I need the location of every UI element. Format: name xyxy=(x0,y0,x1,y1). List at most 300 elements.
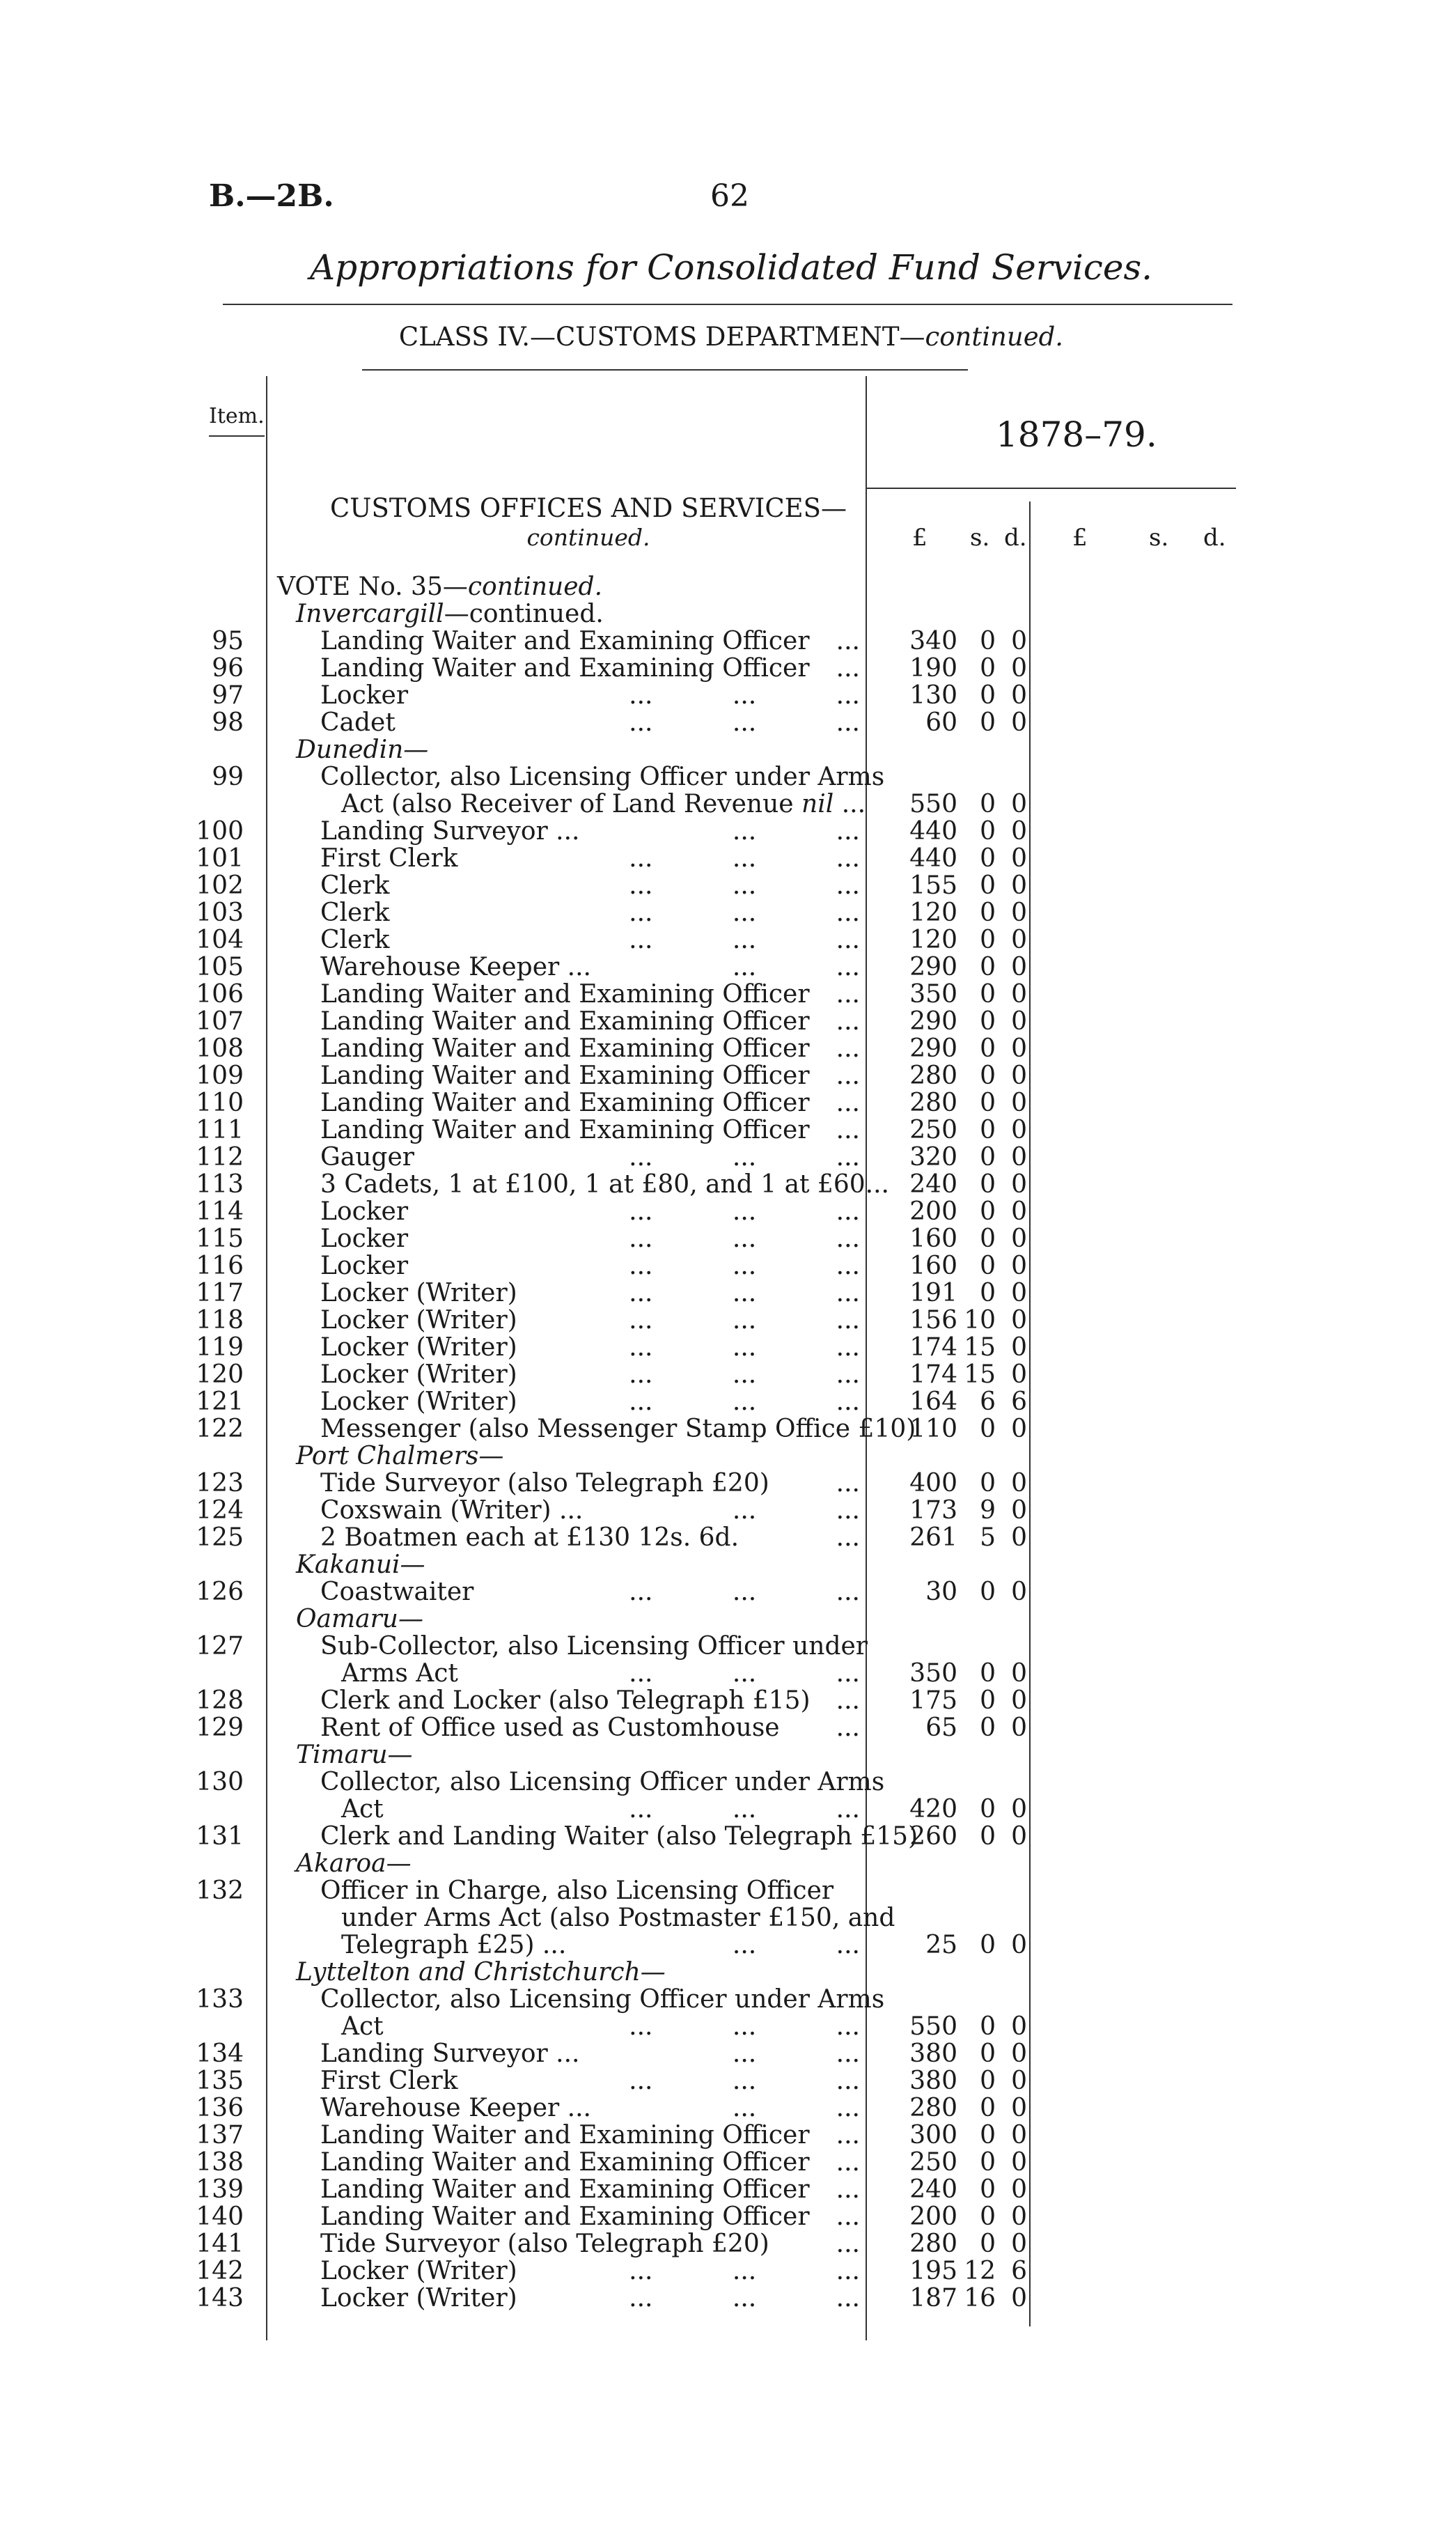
amount-shillings: 0 xyxy=(980,790,996,818)
item-number: 107 xyxy=(196,1007,244,1036)
leader-dots: ... ... ... xyxy=(629,1143,860,1172)
amount-pence: 0 xyxy=(1011,708,1027,737)
item-number: 137 xyxy=(196,2121,244,2150)
item-number: 98 xyxy=(212,708,244,737)
amount-shillings: 0 xyxy=(980,708,996,737)
item-number: 138 xyxy=(196,2148,244,2177)
col-pence-header: d. xyxy=(1004,524,1027,552)
amount-shillings: 0 xyxy=(980,1279,996,1307)
document-reference: B.—2B. xyxy=(209,178,334,214)
leader-dots: ... xyxy=(836,1523,860,1552)
col-shillings-header: s. xyxy=(970,524,990,552)
item-description: First Clerk xyxy=(320,844,458,873)
amount-shillings: 0 xyxy=(980,1469,996,1498)
table-row xyxy=(0,981,1456,1008)
amount-shillings: 0 xyxy=(980,2039,996,2068)
table-row xyxy=(0,1931,1456,1959)
amount-pence: 0 xyxy=(1011,953,1027,981)
item-description: Act xyxy=(341,1795,384,1824)
amount-pence: 0 xyxy=(1011,1496,1027,1525)
item-number: 120 xyxy=(196,1360,244,1389)
table-row xyxy=(0,2122,1456,2149)
item-description: Locker (Writer) xyxy=(320,1279,517,1307)
place-heading: Kakanui— xyxy=(296,1550,425,1579)
item-number: 142 xyxy=(196,2257,244,2285)
amount-pounds: 240 xyxy=(909,2175,957,2204)
amount-shillings: 0 xyxy=(980,2012,996,2041)
page-title: Appropriations for Consolidated Fund Services. xyxy=(309,247,1152,288)
place-heading: Timaru— xyxy=(296,1741,413,1769)
item-description: Landing Waiter and Examining Officer xyxy=(320,980,810,1009)
table-row xyxy=(0,1415,1456,1443)
item-number: 110 xyxy=(196,1089,244,1117)
amount-shillings: 0 xyxy=(980,817,996,846)
amount-pence: 0 xyxy=(1011,1170,1027,1199)
amount-shillings: 0 xyxy=(980,1578,996,1606)
amount-pence: 0 xyxy=(1011,1197,1027,1226)
leader-dots: ... ... ... xyxy=(629,2012,860,2041)
amount-pounds: 174 xyxy=(909,1333,957,1362)
item-description: Locker (Writer) xyxy=(320,1388,517,1416)
amount-shillings: 0 xyxy=(980,844,996,873)
table-row xyxy=(0,1198,1456,1225)
amount-pence: 0 xyxy=(1011,1143,1027,1172)
amount-pounds: 174 xyxy=(909,1360,957,1389)
leader-dots: ... xyxy=(836,1713,860,1742)
item-number: 97 xyxy=(212,681,244,710)
amount-pence: 0 xyxy=(1011,1713,1027,1742)
amount-pence: 0 xyxy=(1011,654,1027,683)
amount-shillings: 12 xyxy=(964,2257,996,2285)
table-row xyxy=(0,2285,1456,2312)
amount-pence: 0 xyxy=(1011,1686,1027,1715)
table-row xyxy=(0,1361,1456,1388)
leader-dots: ... ... ... xyxy=(629,1333,860,1362)
amount-shillings: 0 xyxy=(980,1034,996,1063)
item-description: First Clerk xyxy=(320,2067,458,2095)
amount-shillings: 0 xyxy=(980,681,996,710)
table-row xyxy=(0,1443,1456,1470)
item-number: 133 xyxy=(196,1985,244,2014)
item-description: Landing Waiter and Examining Officer xyxy=(320,2202,810,2231)
amount-shillings: 0 xyxy=(980,1822,996,1851)
section-title: CUSTOMS OFFICES AND SERVICES— xyxy=(330,493,847,523)
amount-shillings: 0 xyxy=(980,1713,996,1742)
item-description: Locker (Writer) xyxy=(320,2284,517,2313)
amount-pounds: 440 xyxy=(909,844,957,873)
item-description: 3 Cadets, 1 at £100, 1 at £80, and 1 at £60... xyxy=(320,1170,889,1199)
amount-pence: 0 xyxy=(1011,844,1027,873)
item-number: 112 xyxy=(196,1143,244,1172)
item-description: Clerk xyxy=(320,871,390,900)
amount-pounds: 280 xyxy=(909,1062,957,1090)
amount-pence: 0 xyxy=(1011,1333,1027,1362)
amount-pence: 0 xyxy=(1011,1578,1027,1606)
amount-pounds: 200 xyxy=(909,2202,957,2231)
table-row xyxy=(0,818,1456,845)
amount-pounds: 290 xyxy=(909,953,957,981)
item-number: 139 xyxy=(196,2175,244,2204)
amount-pence: 6 xyxy=(1011,2257,1027,2285)
item-description: Collector, also Licensing Officer under Arms xyxy=(320,1768,885,1796)
table-row xyxy=(0,1796,1456,1823)
amount-pounds: 250 xyxy=(909,2148,957,2177)
item-description: Locker xyxy=(320,1252,409,1280)
table-row xyxy=(0,1117,1456,1144)
amount-pounds: 240 xyxy=(909,1170,957,1199)
item-description: Landing Waiter and Examining Officer xyxy=(320,1116,810,1144)
table-row xyxy=(0,2203,1456,2230)
page-number: 62 xyxy=(710,178,749,214)
leader-dots: ... ... ... xyxy=(629,1252,860,1280)
leader-dots: ... xyxy=(836,2202,860,2231)
amount-pence: 0 xyxy=(1011,2067,1027,2095)
amount-pounds: 550 xyxy=(909,790,957,818)
item-number: 123 xyxy=(196,1469,244,1498)
item-number: 140 xyxy=(196,2202,244,2231)
item-number: 130 xyxy=(196,1768,244,1796)
amount-pounds: 290 xyxy=(909,1007,957,1036)
place-heading: Lyttelton and Christchurch— xyxy=(296,1958,666,1987)
leader-dots: ... xyxy=(836,1116,860,1144)
item-number: 108 xyxy=(196,1034,244,1063)
item-description: Collector, also Licensing Officer under Arms xyxy=(320,1985,885,2014)
amount-shillings: 0 xyxy=(980,1415,996,1443)
item-description: Tide Surveyor (also Telegraph £20) xyxy=(320,2230,769,2258)
amount-pence: 0 xyxy=(1011,926,1027,954)
table-row xyxy=(0,1578,1456,1606)
item-number: 116 xyxy=(196,1252,244,1280)
amount-pounds: 155 xyxy=(909,871,957,900)
table-row xyxy=(0,573,1456,600)
title-rule xyxy=(223,304,1232,305)
amount-pounds: 280 xyxy=(909,2094,957,2122)
item-number: 103 xyxy=(196,899,244,927)
amount-pounds: 195 xyxy=(909,2257,957,2285)
amount-pounds: 380 xyxy=(909,2039,957,2068)
item-description: Warehouse Keeper ... xyxy=(320,953,591,981)
leader-dots: ... xyxy=(836,1034,860,1063)
item-number: 105 xyxy=(196,953,244,981)
amount-shillings: 0 xyxy=(980,871,996,900)
item-description: Clerk and Landing Waiter (also Telegraph £15) xyxy=(320,1822,918,1851)
amount-shillings: 0 xyxy=(980,1089,996,1117)
item-description: Sub-Collector, also Licensing Officer under xyxy=(320,1632,868,1661)
amount-shillings: 0 xyxy=(980,2094,996,2122)
amount-shillings: 0 xyxy=(980,899,996,927)
item-description: Messenger (also Messenger Stamp Office £10) xyxy=(320,1415,916,1443)
table-row xyxy=(0,1660,1456,1687)
item-number: 101 xyxy=(196,844,244,873)
table-row xyxy=(0,2230,1456,2257)
table-row xyxy=(0,1986,1456,2013)
leader-dots: ... ... xyxy=(732,1931,860,1959)
class-heading xyxy=(279,322,1184,352)
item-number: 129 xyxy=(196,1713,244,1742)
amount-pence: 0 xyxy=(1011,2148,1027,2177)
leader-dots: ... ... ... xyxy=(629,681,860,710)
item-number: 115 xyxy=(196,1225,244,1253)
amount-pence: 0 xyxy=(1011,1007,1027,1036)
table-row xyxy=(0,872,1456,899)
amount-shillings: 0 xyxy=(980,1795,996,1824)
amount-pounds: 130 xyxy=(909,681,957,710)
item-description: Coxswain (Writer) ... xyxy=(320,1496,584,1525)
table-row xyxy=(0,682,1456,709)
table-row xyxy=(0,1769,1456,1796)
table-row xyxy=(0,1280,1456,1307)
amount-pounds: 261 xyxy=(909,1523,957,1552)
leader-dots: ... xyxy=(836,1089,860,1117)
amount-shillings: 0 xyxy=(980,2067,996,2095)
item-description: Coastwaiter xyxy=(320,1578,474,1606)
leader-dots: ... xyxy=(836,980,860,1009)
item-number: 99 xyxy=(212,763,244,791)
table-row xyxy=(0,954,1456,981)
amount-pence: 0 xyxy=(1011,1360,1027,1389)
item-header-rule xyxy=(209,435,265,437)
amount-pence: 0 xyxy=(1011,1062,1027,1090)
item-number: 104 xyxy=(196,926,244,954)
amount-pounds: 350 xyxy=(909,1659,957,1688)
item-description: Landing Surveyor ... xyxy=(320,2039,580,2068)
table-row xyxy=(0,1524,1456,1551)
item-description: Locker (Writer) xyxy=(320,1333,517,1362)
amount-pounds: 60 xyxy=(925,708,957,737)
item-number: 100 xyxy=(196,817,244,846)
table-row xyxy=(0,2149,1456,2176)
amount-pounds: 120 xyxy=(909,899,957,927)
class-heading-continued: continued. xyxy=(925,322,1064,352)
amount-pence: 0 xyxy=(1011,1469,1027,1498)
item-description: Telegraph £25) ... xyxy=(341,1931,567,1959)
item-description: Officer in Charge, also Licensing Officer xyxy=(320,1876,834,1905)
item-number: 126 xyxy=(196,1578,244,1606)
item-description: Cadet xyxy=(320,708,396,737)
item-number: 118 xyxy=(196,1306,244,1335)
amount-pounds: 400 xyxy=(909,1469,957,1498)
amount-pounds: 25 xyxy=(925,1931,957,1959)
leader-dots: ... ... ... xyxy=(629,1659,860,1688)
table-row xyxy=(0,1714,1456,1741)
table-row xyxy=(0,1850,1456,1877)
table-row xyxy=(0,1062,1456,1089)
amount-shillings: 10 xyxy=(964,1306,996,1335)
table-row xyxy=(0,1144,1456,1171)
table-row xyxy=(0,1904,1456,1931)
table-row xyxy=(0,1959,1456,1986)
item-description: Landing Surveyor ... xyxy=(320,817,580,846)
amount-pounds: 250 xyxy=(909,1116,957,1144)
amount-pence: 0 xyxy=(1011,1034,1027,1063)
amount-shillings: 5 xyxy=(980,1523,996,1552)
leader-dots: ... xyxy=(836,1686,860,1715)
amount-pounds: 550 xyxy=(909,2012,957,2041)
leader-dots: ... ... xyxy=(732,2094,860,2122)
leader-dots: ... ... ... xyxy=(629,2284,860,2313)
amount-shillings: 0 xyxy=(980,2202,996,2231)
amount-shillings: 0 xyxy=(980,1143,996,1172)
amount-pence: 0 xyxy=(1011,2284,1027,2313)
table-row xyxy=(0,2094,1456,2122)
item-number: 117 xyxy=(196,1279,244,1307)
item-description: under Arms Act (also Postmaster £150, and xyxy=(341,1904,895,1932)
amount-shillings: 9 xyxy=(980,1496,996,1525)
table-row xyxy=(0,899,1456,926)
section-continued: continued. xyxy=(526,524,650,551)
amount-pounds: 175 xyxy=(909,1686,957,1715)
leader-dots: ... ... ... xyxy=(629,926,860,954)
leader-dots: ... xyxy=(836,2121,860,2150)
place-heading: Oamaru— xyxy=(296,1605,423,1633)
item-number: 102 xyxy=(196,871,244,900)
leader-dots: ... ... ... xyxy=(629,1225,860,1253)
item-number: 119 xyxy=(196,1333,244,1362)
amount-pounds: 320 xyxy=(909,1143,957,1172)
class-rule xyxy=(362,369,968,371)
place-heading: Akaroa— xyxy=(296,1849,412,1878)
item-number: 131 xyxy=(196,1822,244,1851)
place-heading: Invercargill—continued. xyxy=(296,600,604,628)
table-row xyxy=(0,1334,1456,1361)
table-row xyxy=(0,1470,1456,1497)
amount-shillings: 0 xyxy=(980,1225,996,1253)
amount-pounds: 280 xyxy=(909,1089,957,1117)
item-number: 95 xyxy=(212,627,244,655)
amount-pence: 0 xyxy=(1011,681,1027,710)
leader-dots: ... xyxy=(836,1469,860,1498)
item-number: 96 xyxy=(212,654,244,683)
table-row xyxy=(0,1388,1456,1415)
leader-dots: ... ... ... xyxy=(629,2067,860,2095)
item-description: Clerk xyxy=(320,926,390,954)
table-row xyxy=(0,1633,1456,1660)
year-heading: 1878–79. xyxy=(996,414,1157,455)
leader-dots: ... ... xyxy=(732,1496,860,1525)
amount-shillings: 0 xyxy=(980,980,996,1009)
amount-pounds: 260 xyxy=(909,1822,957,1851)
amount-shillings: 0 xyxy=(980,1116,996,1144)
amount-shillings: 6 xyxy=(980,1388,996,1416)
amount-shillings: 0 xyxy=(980,627,996,655)
amount-pounds: 300 xyxy=(909,2121,957,2150)
amount-pence: 0 xyxy=(1011,2012,1027,2041)
leader-dots: ... ... xyxy=(732,953,860,981)
item-number: 143 xyxy=(196,2284,244,2313)
amount-pence: 0 xyxy=(1011,2094,1027,2122)
amount-pounds: 190 xyxy=(909,654,957,683)
place-heading: Dunedin— xyxy=(296,736,429,764)
col2-shillings-header: s. xyxy=(1149,524,1169,552)
amount-pence: 0 xyxy=(1011,790,1027,818)
amount-pounds: 160 xyxy=(909,1225,957,1253)
amount-pounds: 200 xyxy=(909,1197,957,1226)
amount-pounds: 110 xyxy=(909,1415,957,1443)
table-row xyxy=(0,1877,1456,1904)
leader-dots: ... xyxy=(836,654,860,683)
item-description: Collector, also Licensing Officer under Arms xyxy=(320,763,885,791)
item-description: Landing Waiter and Examining Officer xyxy=(320,654,810,683)
amount-shillings: 0 xyxy=(980,1197,996,1226)
amount-pounds: 160 xyxy=(909,1252,957,1280)
item-description: Locker xyxy=(320,681,409,710)
amount-pence: 0 xyxy=(1011,1225,1027,1253)
amount-shillings: 0 xyxy=(980,1062,996,1090)
item-description: Locker xyxy=(320,1197,409,1226)
leader-dots: ... xyxy=(836,1062,860,1090)
col2-pounds-header: £ xyxy=(1072,524,1088,552)
item-description: Landing Waiter and Examining Officer xyxy=(320,1062,810,1090)
amount-pence: 0 xyxy=(1011,2175,1027,2204)
amount-shillings: 0 xyxy=(980,953,996,981)
item-description: Clerk xyxy=(320,899,390,927)
amount-pence: 0 xyxy=(1011,871,1027,900)
amount-shillings: 0 xyxy=(980,2230,996,2258)
table-row xyxy=(0,1551,1456,1578)
amount-pence: 0 xyxy=(1011,1415,1027,1443)
amount-pounds: 65 xyxy=(925,1713,957,1742)
item-number: 113 xyxy=(196,1170,244,1199)
item-description: Landing Waiter and Examining Officer xyxy=(320,627,810,655)
item-description: Arms Act xyxy=(341,1659,458,1688)
table-row xyxy=(0,1035,1456,1062)
item-description: Landing Waiter and Examining Officer xyxy=(320,2175,810,2204)
item-description: Landing Waiter and Examining Officer xyxy=(320,2148,810,2177)
leader-dots: ... ... ... xyxy=(629,1795,860,1824)
amount-shillings: 15 xyxy=(964,1333,996,1362)
table-row xyxy=(0,2257,1456,2285)
item-number: 136 xyxy=(196,2094,244,2122)
amount-pence: 0 xyxy=(1011,1931,1027,1959)
leader-dots: ... xyxy=(836,2175,860,2204)
item-number: 114 xyxy=(196,1197,244,1226)
amount-shillings: 0 xyxy=(980,654,996,683)
item-description: 2 Boatmen each at £130 12s. 6d. xyxy=(320,1523,739,1552)
item-number: 127 xyxy=(196,1632,244,1661)
item-number: 124 xyxy=(196,1496,244,1525)
leader-dots: ... ... ... xyxy=(629,1388,860,1416)
amount-pence: 0 xyxy=(1011,1089,1027,1117)
amount-shillings: 0 xyxy=(980,1659,996,1688)
amount-pounds: 187 xyxy=(909,2284,957,2313)
amount-pounds: 440 xyxy=(909,817,957,846)
item-description: Warehouse Keeper ... xyxy=(320,2094,591,2122)
item-description: Tide Surveyor (also Telegraph £20) xyxy=(320,1469,769,1498)
leader-dots: ... ... ... xyxy=(629,871,860,900)
leader-dots: ... ... ... xyxy=(629,899,860,927)
amount-pence: 0 xyxy=(1011,1279,1027,1307)
item-description: Landing Waiter and Examining Officer xyxy=(320,1034,810,1063)
amount-shillings: 16 xyxy=(964,2284,996,2313)
table-row xyxy=(0,926,1456,954)
amount-shillings: 0 xyxy=(980,1252,996,1280)
leader-dots: ... ... ... xyxy=(629,1197,860,1226)
amount-shillings: 0 xyxy=(980,2148,996,2177)
leader-dots: ... ... ... xyxy=(629,1279,860,1307)
table-row xyxy=(0,1823,1456,1850)
amount-shillings: 0 xyxy=(980,1170,996,1199)
table-row xyxy=(0,1307,1456,1334)
item-number: 132 xyxy=(196,1876,244,1905)
leader-dots: ... ... ... xyxy=(629,1306,860,1335)
leader-dots: ... xyxy=(836,1007,860,1036)
item-number: 106 xyxy=(196,980,244,1009)
amount-pence: 0 xyxy=(1011,1795,1027,1824)
item-description: Locker (Writer) xyxy=(320,1360,517,1389)
amount-pence: 0 xyxy=(1011,1116,1027,1144)
table-row xyxy=(0,600,1456,628)
table-row xyxy=(0,2040,1456,2067)
